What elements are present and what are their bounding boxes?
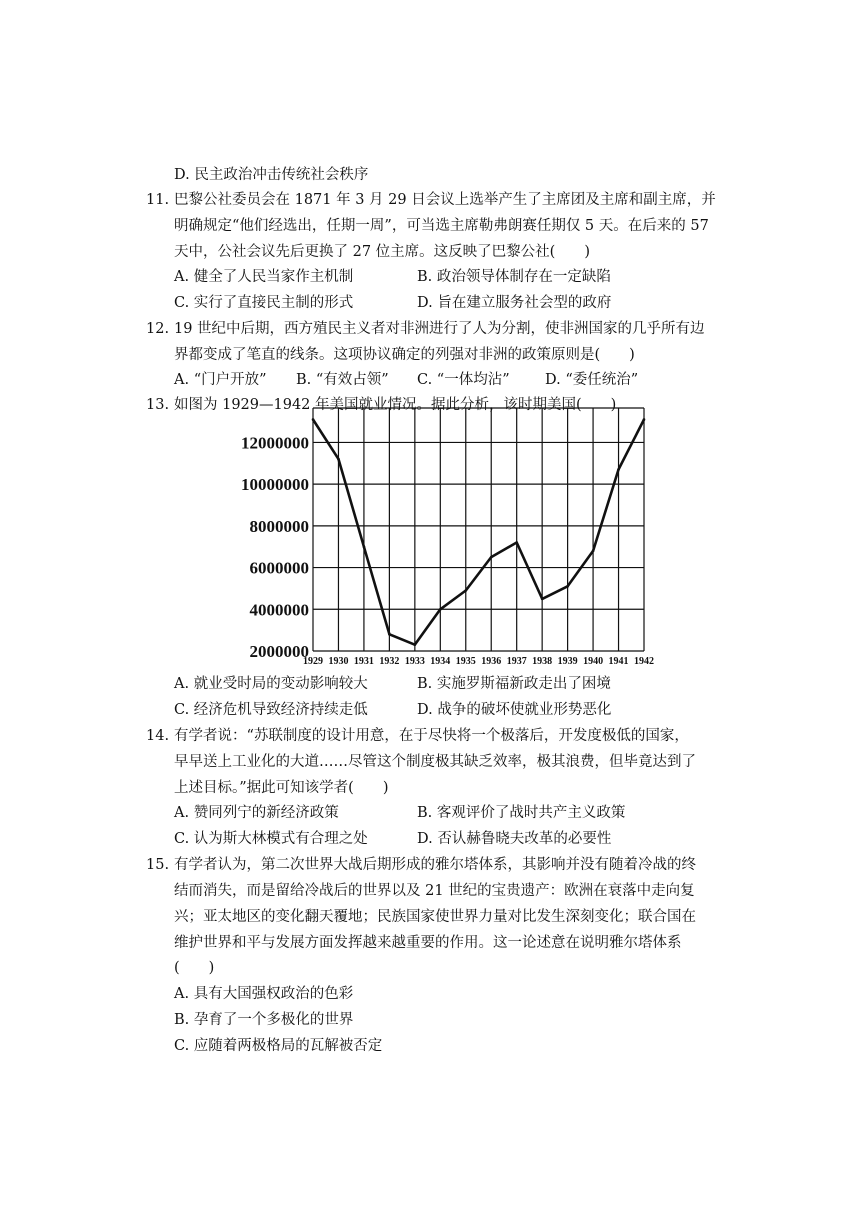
y-tick-label: 12000000 — [241, 433, 309, 453]
option-b: B. 政治领导体制存在一定缺陷 — [417, 269, 611, 285]
data-points — [312, 418, 646, 646]
data-point — [617, 468, 620, 471]
option-d: D. “委任统治” — [545, 372, 639, 388]
data-point — [414, 643, 417, 646]
data-point — [439, 608, 442, 611]
data-point — [337, 458, 340, 461]
option-b: B. 客观评价了战时共产主义政策 — [417, 805, 626, 821]
option-d: D. 否认赫鲁晓夫改革的必要性 — [417, 831, 612, 847]
option-c: C. “一体均沾” — [417, 372, 510, 388]
data-point — [592, 550, 595, 553]
chart-grid — [313, 408, 644, 651]
question-text-line: 有学者说：“苏联制度的设计用意，在于尽快将一个极落后，开发度极低的国家， — [174, 728, 689, 744]
data-point — [464, 589, 467, 592]
option-c: C. 经济危机导致经济持续走低 — [174, 702, 368, 718]
data-point — [312, 418, 315, 421]
question-text-line: 结而消失，而是留给冷战后的世界以及 21 世纪的宝贵遗产：欧洲在衰落中走向复 — [174, 883, 695, 899]
y-tick-label: 6000000 — [249, 558, 309, 578]
x-tick-label: 1938 — [532, 656, 553, 667]
option-b: B. 实施罗斯福新政走出了困境 — [417, 676, 611, 692]
question-text-line: 19 世纪中后期，西方殖民主义者对非洲进行了人为分割，使非洲国家的几乎所有边 — [174, 321, 705, 337]
question-text-line: 有学者认为，第二次世界大战后期形成的雅尔塔体系，其影响并没有随着冷战的终 — [174, 857, 696, 873]
data-point — [515, 541, 518, 544]
option-a: A. 就业受时局的变动影响较大 — [174, 676, 368, 692]
data-point — [490, 556, 493, 559]
y-tick-label: 4000000 — [249, 600, 309, 620]
data-point — [541, 598, 544, 601]
option-c: C. 实行了直接民主制的形式 — [174, 295, 354, 311]
x-tick-label: 1934 — [430, 656, 451, 667]
option-d: D. 旨在建立服务社会型的政府 — [417, 295, 612, 311]
data-point — [363, 545, 366, 548]
question-text-line: 巴黎公社委员会在 1871 年 3 月 29 日会议上选举产生了主席团及主席和副主席，并 — [174, 192, 716, 208]
question-text-line: 如图为 1929—1942 年美国就业情况。据此分析，该时期美国( ) — [174, 397, 617, 413]
y-axis-ticks — [241, 433, 309, 661]
x-tick-label: 1933 — [404, 656, 425, 667]
question-text-line: 兴；亚太地区的变化翻天覆地；民族国家使世界力量对比发生深刻变化；联合国在 — [174, 909, 696, 925]
question-number: 13. — [146, 397, 170, 413]
question-text-line: 上述目标。”据此可知该学者( ) — [174, 780, 389, 796]
x-tick-label: 1942 — [634, 656, 654, 667]
option-d: D. 战争的破坏使就业形势恶化 — [417, 702, 612, 718]
y-tick-label: 8000000 — [249, 516, 309, 536]
question-number: 14. — [146, 728, 170, 744]
x-tick-label: 1931 — [353, 656, 374, 667]
x-tick-label: 1932 — [379, 656, 400, 667]
option-b: B. 孕育了一个多极化的世界 — [174, 1012, 354, 1028]
x-tick-label: 1930 — [328, 656, 349, 667]
question-text-line: 界都变成了笔直的线条。这项协议确定的列强对非洲的政策原则是( ) — [174, 347, 635, 363]
question-text-line: 天中，公社会议先后更换了 27 位主席。这反映了巴黎公社( ) — [174, 244, 590, 260]
x-axis-ticks — [303, 656, 654, 667]
series-line — [313, 420, 644, 645]
option-b: B. “有效占领” — [296, 372, 389, 388]
x-tick-label: 1937 — [506, 656, 527, 667]
question-text-line: 明确规定“他们经选出，任期一周”，可当选主席勒弗朗赛任期仅 5 天。在后来的 57 — [174, 218, 709, 234]
y-tick-label: 2000000 — [249, 642, 309, 661]
option-a: A. 健全了人民当家作主机制 — [174, 269, 354, 285]
x-tick-label: 1929 — [303, 656, 323, 667]
x-tick-label: 1941 — [608, 656, 629, 667]
x-tick-label: 1936 — [481, 656, 502, 667]
option-a: A. “门户开放” — [174, 372, 267, 388]
data-point — [566, 585, 569, 588]
question-number: 12. — [146, 321, 170, 337]
option-a: A. 赞同列宁的新经济政策 — [174, 805, 339, 821]
question-number: 11. — [146, 192, 170, 208]
option-a: A. 具有大国强权政治的色彩 — [174, 986, 354, 1002]
question-text-line: 早早送上工业化的大道……尽管这个制度极其缺乏效率，极其浪费，但毕竟达到了 — [174, 754, 696, 770]
option-c: C. 认为斯大林模式有合理之处 — [174, 831, 368, 847]
prev-option-d: D. 民主政治冲击传统社会秩序 — [174, 167, 369, 183]
x-tick-label: 1939 — [557, 656, 578, 667]
question-text-line: ( ) — [174, 960, 215, 976]
data-point — [388, 633, 391, 636]
employment-line-chart — [228, 403, 656, 669]
data-point — [643, 418, 646, 421]
y-tick-label: 10000000 — [241, 475, 309, 495]
question-text-line: 维护世界和平与发展方面发挥越来越重要的作用。这一论述意在说明雅尔塔体系 — [174, 935, 682, 951]
x-tick-label: 1940 — [583, 656, 604, 667]
option-c: C. 应随着两极格局的瓦解被否定 — [174, 1038, 383, 1054]
x-tick-label: 1935 — [455, 656, 476, 667]
question-number: 15. — [146, 857, 170, 873]
